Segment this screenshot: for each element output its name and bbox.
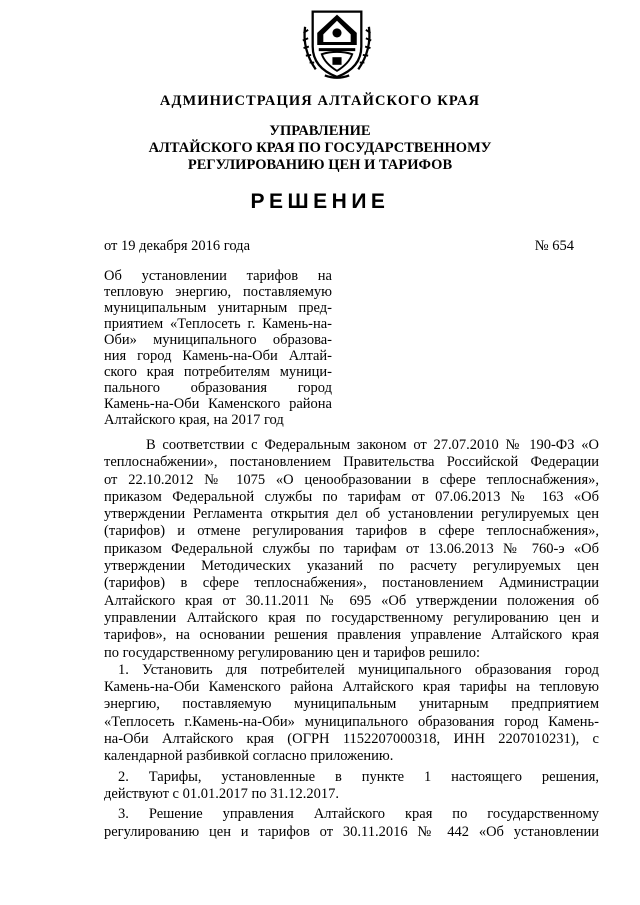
preamble-paragraph xyxy=(104,437,599,662)
item-1-paragraph xyxy=(104,662,599,766)
body-line: на-Оби Алтайского края (ОГРН 1152207000318, ИНН 2207010231), с xyxy=(104,731,599,748)
body-line: Алтайского края от 30.11.2011 № 695 «Об утверждении положения об xyxy=(104,592,599,609)
body-line: тарифов», на основании решения правления управление Алтайского края xyxy=(104,627,599,644)
item-2-paragraph xyxy=(104,769,599,804)
body-line: (тарифов) и отмене регулирования тарифов в сфере теплоснабжения», xyxy=(104,523,599,540)
body-line: В соответствии с Федеральным законом от 27.07.2010 № 190-ФЗ «О xyxy=(146,437,599,453)
administration-title: АДМИНИСТРАЦИЯ АЛТАЙСКОГО КРАЯ xyxy=(159,93,481,109)
subject-line: Об установлении тарифов на xyxy=(104,268,332,284)
subject-line: ского края потребителям муници- xyxy=(104,364,332,380)
item-3-paragraph xyxy=(104,806,599,841)
body-line: теплоснабжении», постановлением Правительства Российской Федерации xyxy=(104,454,599,471)
document-type-title: РЕШЕНИЕ xyxy=(250,190,390,213)
body-line: Камень-на-Оби Каменского района Алтайского края тарифы на тепловую xyxy=(104,679,599,696)
department-line: УПРАВЛЕНИЕ xyxy=(269,123,371,139)
subject-line: Алтайского края, на 2017 год xyxy=(104,412,284,428)
subject-block xyxy=(104,268,332,428)
department-title xyxy=(0,123,640,174)
body-line: регулированию цен и тарифов от 30.11.2016 № 442 «Об установлении xyxy=(104,823,599,840)
document-number: № 654 xyxy=(534,238,574,254)
document-body xyxy=(104,437,599,841)
subject-line: ния город Камень-на-Оби Алтай- xyxy=(104,348,332,364)
body-line: действуют с 01.01.2017 по 31.12.2017. xyxy=(104,785,339,802)
body-line: по государственному регулированию цен и тарифов решило: xyxy=(104,644,480,661)
subject-line: Камень-на-Оби Каменского района xyxy=(104,396,332,412)
coat-of-arms-emblem xyxy=(299,4,375,80)
body-line: приказом Федеральной службы по тарифам от 13.06.2013 № 760-э «Об xyxy=(104,540,599,557)
body-line: от 22.10.2012 № 1075 «О ценообразовании в сфере теплоснабжения», xyxy=(104,471,599,488)
subject-line: пального образования город xyxy=(104,380,332,396)
subject-line: приятием «Теплосеть г. Камень-на- xyxy=(104,316,332,332)
body-line: утверждении Регламента открытия дел об установлении регулируемых цен xyxy=(104,506,599,523)
body-line: 2. Тарифы, установленные в пункте 1 настоящего решения, xyxy=(118,768,599,785)
subject-line: муниципальным унитарным пред- xyxy=(104,300,332,316)
body-line: приказом Федеральной службы по тарифам от 07.06.2013 № 163 «Об xyxy=(104,488,599,505)
body-line: 1. Установить для потребителей муниципального образования город xyxy=(118,661,599,678)
subject-line: тепловую энергию, поставляемую xyxy=(104,284,332,300)
body-line: «Теплосеть г.Камень-на-Оби» муниципального образования город Камень- xyxy=(104,713,599,730)
body-line: (тарифов) в сфере теплоснабжения», постановлением Администрации xyxy=(104,575,599,592)
department-line: РЕГУЛИРОВАНИЮ ЦЕН И ТАРИФОВ xyxy=(187,157,453,173)
subject-line: Оби» муниципального образова- xyxy=(104,332,332,348)
body-line: календарной разбивкой согласно приложению. xyxy=(104,748,394,765)
body-line: энергию, поставляемую муниципальным унитарным предприятием xyxy=(104,696,599,713)
body-line: утверждении Методических указаний по расчету регулируемых цен xyxy=(104,558,599,575)
document-date: от 19 декабря 2016 года xyxy=(104,238,250,254)
body-line: 3. Решение управления Алтайского края по государственному xyxy=(118,806,599,823)
body-line: управлении Алтайского края по государственному регулированию цен и xyxy=(104,609,599,626)
department-line: АЛТАЙСКОГО КРАЯ ПО ГОСУДАРСТВЕННОМУ xyxy=(148,140,492,156)
